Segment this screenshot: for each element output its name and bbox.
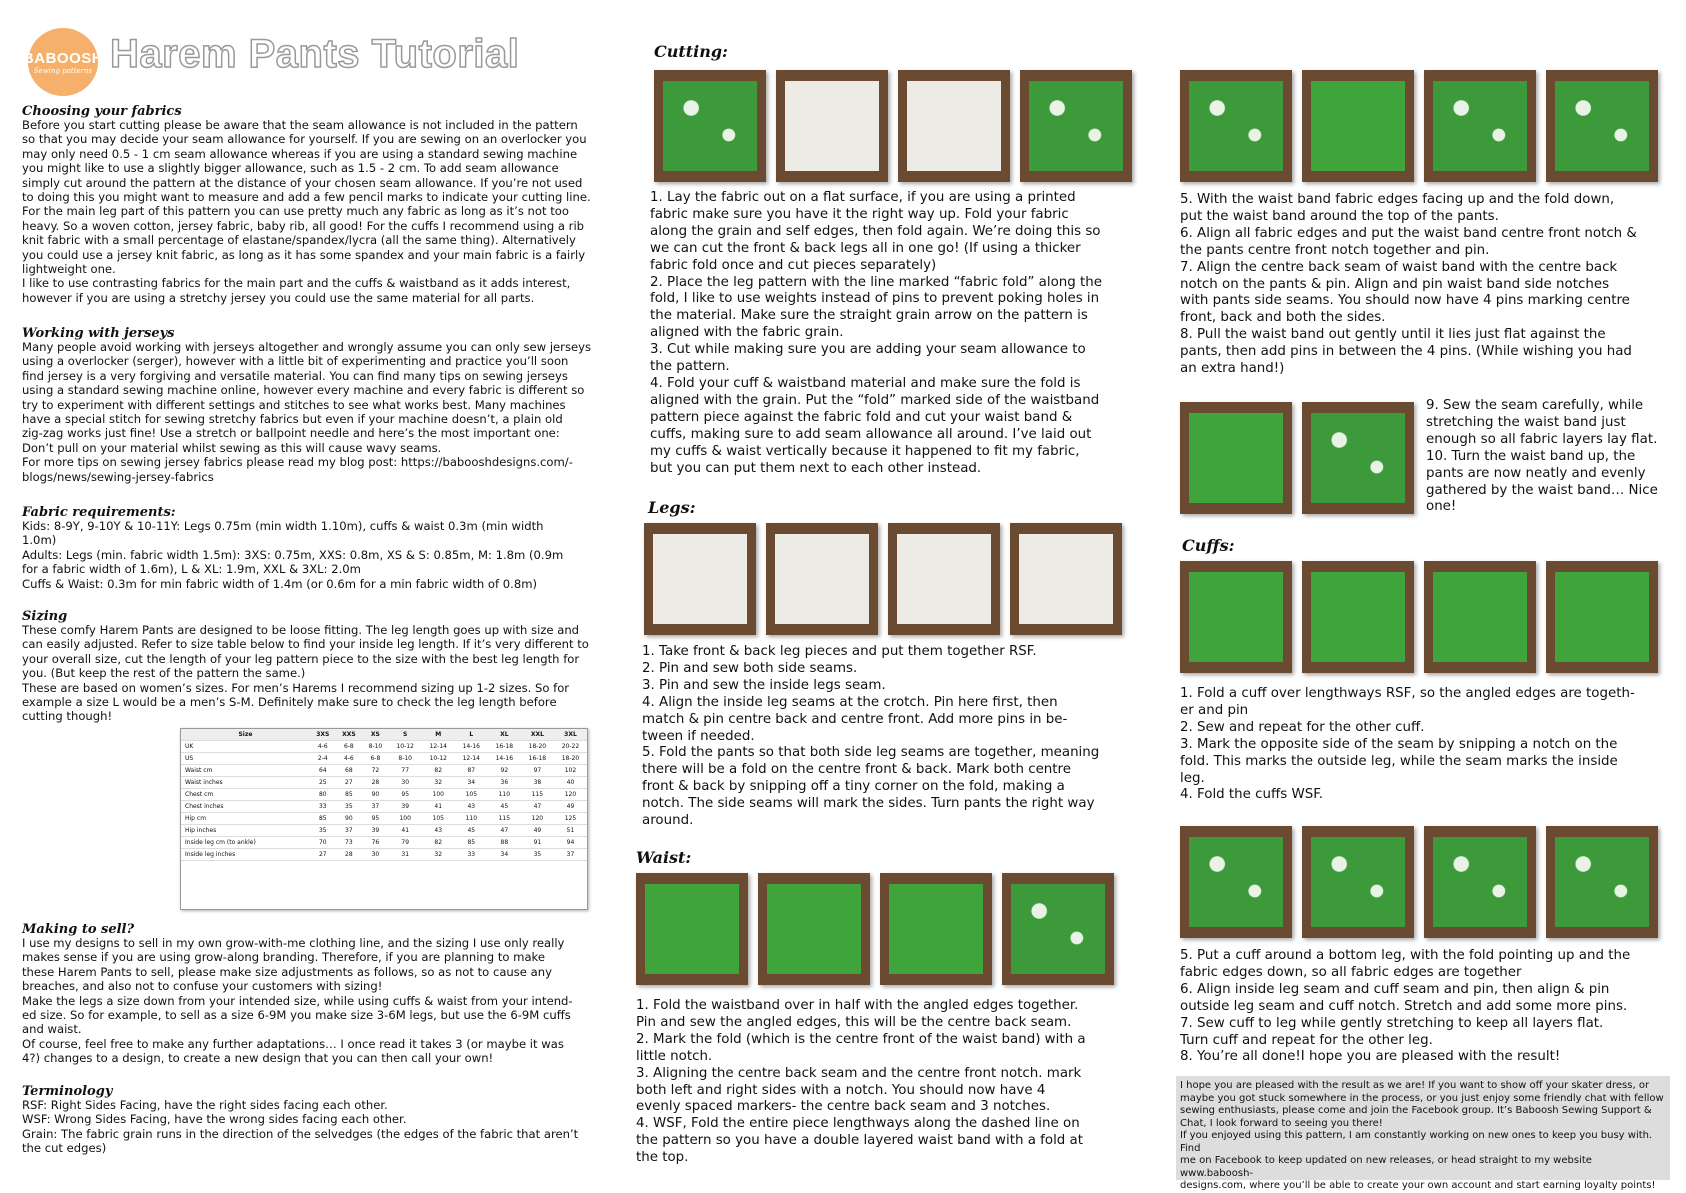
size-table-header: XS [362,729,389,741]
size-table-cell: 105 [455,789,488,801]
size-table-cell: Inside leg inches [181,849,310,861]
size-table-cell: 18-20 [554,753,587,765]
size-table-cell: 82 [422,837,455,849]
waist-attach-photo-1 [1180,70,1292,182]
terminology-text: RSF: Right Sides Facing, have the right sides facing each other. WSF: Wrong Sides Facing, have the wrong sides facing each other. Grain: The fabric grain runs in the direction of the selvedges (the edges of the fabric that aren’t the cut edges) [22,1098,579,1156]
size-table-cell: Chest cm [181,789,310,801]
size-table-header: XXS [336,729,362,741]
waist-attach-photo-4 [1546,70,1658,182]
working-with-jerseys-text: Many people avoid working with jerseys altogether and wrongly assume you can only sew jerseys using a overlocker (serger), however with a little bit of experimenting and practice you’ll soon find jersey is a very forgiving and versatile material. You can find many tips on sewing jerseys using a standard sewing machine online, however every machine and every fabric is different so try to experiment with different settings and stitches to see what works best. Many machines have a special stitch for sewing stretchy fabrics but even if your machine doesn’t, a plain old zig-zag works just fine! Use a stretch or ballpoint needle and here’s the most important one: Don’t pull on your material whilst sewing as this will cause wavy seams. For more tips on sewing jersey fabrics please read my blog post: https://babooshdesigns.com/- blogs/news/sewing-jersey-fabrics [22,340,592,484]
size-table-cell: 43 [422,825,455,837]
size-table-cell: 10-12 [422,753,455,765]
terminology-heading: Terminology [22,1084,113,1099]
waist-heading: Waist: [636,848,692,867]
cuffs-attach-text: 5. Put a cuff around a bottom leg, with the fold pointing up and the fabric edges down, so all fabric edges are together 6. Align inside leg seam and cuff seam and pin, then align & pin outside leg seam and cuff notch. Stretch and add some more pins. 7. Sew cuff to leg while gently stretching to keep all layers flat. Turn cuff and repeat for the other leg. 8. You’re all done!I hope you are pleased with the result! [1180,948,1631,1065]
size-table-cell: 8-10 [362,741,389,753]
size-table-header: L [455,729,488,741]
size-table-header: XL [488,729,521,741]
waist-photo-3 [880,873,992,985]
size-table-header: S [389,729,422,741]
size-table-cell: 105 [422,813,455,825]
cuffs-photo-4 [1546,561,1658,673]
size-table-cell: 49 [554,801,587,813]
size-table-cell: 40 [554,777,587,789]
size-table-cell: 102 [554,765,587,777]
size-table-cell: 30 [362,849,389,861]
size-table-cell: 95 [389,789,422,801]
cutting-photo-2 [776,70,888,182]
cutting-photo-3 [898,70,1010,182]
waist-sew-photo-1 [1180,402,1292,514]
size-table-cell: 35 [310,825,336,837]
making-to-sell-text: I use my designs to sell in my own grow-with-me clothing line, and the sizing I use only really makes sense if you are using grow-along branding. Therefore, if you are planning to make these Harem Pants to sell, please make size adjustments as follows, so as not to cause any breaches, and also not to confuse your customers with sizing! Make the legs a size down from your intended size, while using cuffs & waist from your intend- ed size. So for example, to sell as a size 6-9M you make size 3-6M legs, but use the 6-9M cuffs and waist. Of course, feel free to make any further adaptations… I once read it takes 3 (or maybe it was 4?) changes to a design, to create a new design that you can then call your own! [22,936,573,1066]
size-table-cell: 39 [362,825,389,837]
size-table-cell: 4-6 [310,741,336,753]
size-table-row [181,765,587,777]
size-table-cell: 49 [521,825,554,837]
size-table-header: 3XL [554,729,587,741]
size-table-cell: 37 [336,825,362,837]
size-table-cell: Chest inches [181,801,310,813]
cuffs-photo-1 [1180,561,1292,673]
size-table-header: 3XS [310,729,336,741]
size-table-cell: 79 [389,837,422,849]
size-table-cell: 125 [554,813,587,825]
size-table-cell: Waist inches [181,777,310,789]
size-table-cell: 87 [455,765,488,777]
size-table-cell: 45 [455,825,488,837]
size-table-row [181,813,587,825]
size-table-cell: 85 [310,813,336,825]
size-table-cell: 31 [389,849,422,861]
community-note-text: I hope you are pleased with the result as we are! If you want to show off your skater dress, or maybe you got stuck somewhere in the process, or you just enjoy some friendly chat with fellow sewing enthusiasts, please come and join the Facebook group. It’s Baboosh Sewing Support & Chat, I look forward to seeing you there! If you enjoyed using this pattern, I am constantly working on new ones to keep you busy with. Find me on Facebook to keep updated on new releases, or head straight to my website www.baboosh- designs.com, where you’ll be able to create your own account and start earning loyalty points! [1180,1080,1664,1191]
size-table-cell: 38 [521,777,554,789]
size-table-cell: UK [181,741,310,753]
size-table-header: Size [181,729,310,741]
size-table-cell: 95 [362,813,389,825]
size-table-cell: 85 [336,789,362,801]
size-table-cell: 36 [488,777,521,789]
community-note-box [1176,1076,1670,1191]
size-table-cell: 25 [310,777,336,789]
legs-text: 1. Take front & back leg pieces and put them together RSF. 2. Pin and sew both side seams. 3. Pin and sew the inside legs seam. 4. Align the inside leg seams at the crotch. Pin here first, then match & pin centre back and centre front. Add more pins in be- tween if needed. 5. Fold the pants so that both side leg seams are together, meaning there will be a fold on the centre front & back. Mark both centre front & back by snipping off a tiny corner on the fold, making a notch. The side seams will mark the sides. Turn pants the right way around. [642,644,1100,829]
legs-photo-4 [1010,523,1122,635]
size-table-row [181,789,587,801]
size-table-row [181,825,587,837]
working-with-jerseys-heading: Working with jerseys [22,326,175,341]
size-table-cell: 41 [422,801,455,813]
size-table-cell: 18-20 [521,741,554,753]
size-table-cell: 6-8 [362,753,389,765]
size-table-cell: 76 [362,837,389,849]
legs-heading: Legs: [648,498,696,517]
size-table-cell: Hip inches [181,825,310,837]
size-table-cell: 47 [521,801,554,813]
page-title: Harem Pants Tutorial [110,32,520,76]
sizing-text: These comfy Harem Pants are designed to be loose fitting. The leg length goes up with size and can easily adjusted. Refer to size table below to find your inside leg length. If it’s very different to your overall size, cut the length of your leg pattern piece to the size with the best leg length for you. (But keep the rest of the pattern the same.) These are based on women’s sizes. For men’s Harems I recommend sizing up 1-2 sizes. So for example a size L would be a men’s S-M. Definitely make sure to check the leg length before cutting though! [22,623,589,724]
legs-photo-2 [766,523,878,635]
size-table-cell: 120 [521,813,554,825]
waist-photo-2 [758,873,870,985]
cuffs-photo-3 [1424,561,1536,673]
size-table-row [181,777,587,789]
waist-photo-4 [1002,873,1114,985]
size-table-cell: 16-18 [488,741,521,753]
size-table-cell: 45 [488,801,521,813]
size-table-cell: 28 [336,849,362,861]
cutting-photo-1 [654,70,766,182]
size-table-cell: 4-6 [336,753,362,765]
cuffs-text: 1. Fold a cuff over lengthways RSF, so the angled edges are togeth- er and pin 2. Sew and repeat for the other cuff. 3. Mark the opposite side of the seam by snipping a notch on the fold. This marks the outside leg, while the seam marks the inside leg. 4. Fold the cuffs WSF. [1180,686,1635,803]
cuffs-attach-photo-1 [1180,826,1292,938]
size-table-cell: 28 [362,777,389,789]
size-table-cell: 2-4 [310,753,336,765]
waist-attach-photo-3 [1424,70,1536,182]
size-table-cell: 68 [336,765,362,777]
size-table-cell: 73 [336,837,362,849]
size-table [180,728,588,910]
size-table-cell: 100 [422,789,455,801]
cuffs-attach-photo-2 [1302,826,1414,938]
size-table-cell: 97 [521,765,554,777]
choosing-fabrics-heading: Choosing your fabrics [22,104,182,119]
waist-photo-1 [636,873,748,985]
size-table-cell: 32 [422,777,455,789]
size-table-cell: 64 [310,765,336,777]
cuffs-attach-photo-3 [1424,826,1536,938]
fabric-requirements-heading: Fabric requirements: [22,505,176,520]
size-table-cell: 80 [310,789,336,801]
size-table-cell: Waist cm [181,765,310,777]
size-table-cell: 90 [362,789,389,801]
size-table-row [181,849,587,861]
size-table-cell: 8-10 [389,753,422,765]
size-table-cell: 70 [310,837,336,849]
size-table-cell: 30 [389,777,422,789]
size-table-cell: 120 [554,789,587,801]
legs-photo-3 [888,523,1000,635]
baboosh-logo: BABOOSH Sewing patterns [28,28,98,96]
cutting-heading: Cutting: [654,42,728,61]
waist-text: 1. Fold the waistband over in half with the angled edges together. Pin and sew the angled edges, this will be the centre back seam. 2. Mark the fold (which is the centre front of the waist band) with a little notch. 3. Aligning the centre back seam and the centre front notch. mark both left and right sides with a notch. You should now have 4 evenly spaced markers- the centre back seam and 3 notches. 4. WSF, Fold the entire piece lengthways along the dashed line on the pattern so you have a double layered waist band with a fold at the top. [636,998,1086,1166]
waist-attach-photo-2 [1302,70,1414,182]
making-to-sell-heading: Making to sell? [22,922,135,937]
size-table-cell: 27 [310,849,336,861]
size-table-cell: 110 [488,789,521,801]
size-table-cell: 16-18 [521,753,554,765]
size-table-cell: 35 [336,801,362,813]
size-table-cell: 37 [554,849,587,861]
size-table-cell: 33 [310,801,336,813]
size-table-cell: 34 [455,777,488,789]
size-table-cell: 94 [554,837,587,849]
cutting-text: 1. Lay the fabric out on a flat surface, if you are using a printed fabric make sure you have it the right way up. Fold your fabric along the grain and self edges, then fold again. We’re doing this so we can cut the front & back legs all in one go! (If using a thicker fabric fold once and cut pieces separately) 2. Place the leg pattern with the line marked “fabric fold” along the fold, I like to use weights instead of pins to prevent poking holes in the material. Make sure the straight grain arrow on the pattern is aligned with the fabric grain. 3. Cut while making sure you are adding your seam allowance to the pattern. 4. Fold your cuff & waistband material and make sure the fold is aligned with the grain. Put the “fold” marked side of the waistband pattern piece against the fabric fold and cut your waist band & cuffs, making sure to add seam allowance all around. I’ve laid out my cuffs & waist vertically because it happened to fit my fabric, but you can put them next to each other instead. [650,190,1103,476]
size-table-row [181,837,587,849]
cuffs-photo-2 [1302,561,1414,673]
sizing-heading: Sizing [22,609,68,624]
size-table-cell: 27 [336,777,362,789]
size-table-cell: 32 [422,849,455,861]
size-table-cell: 77 [389,765,422,777]
size-table-cell: 51 [554,825,587,837]
size-table-cell: 82 [422,765,455,777]
size-table-cell: 92 [488,765,521,777]
size-table-cell: 35 [521,849,554,861]
size-table-cell: 43 [455,801,488,813]
legs-photo-1 [644,523,756,635]
size-table-cell: 14-16 [488,753,521,765]
size-table-cell: 20-22 [554,741,587,753]
choosing-fabrics-text: Before you start cutting please be aware that the seam allowance is not included in the pattern so that you may decide your seam allowance for yourself. If you are sewing on an overlocker you may only need 0.5 - 1 cm seam allowance whereas if you are using a standard sewing machine you might like to use a slightly bigger allowance, such as 1.5 - 2 cm. To add seam allowance simply cut around the pattern at the distance of your chosen seam allowance. If you’re not used to doing this you might want to measure and add a few pencil marks to indicate your cutting line. For the main leg part of this pattern you can use pretty much any fabric as long as it’s not too heavy. So a woven cotton, jersey fabric, baby rib, all good! For the cuffs I recommend using a rib knit fabric with a small percentage of elastane/spandex/lycra (all the same thing). Alternatively you could use a jersey knit fabric, as long as it has some spandex and your main fabric is a fairly lightweight one. I like to use contrasting fabrics for the main part and the cuffs & waistband as it adds interest, however if you are using a stretchy jersey you could use the same material for all parts. [22,118,591,305]
size-table-cell: 47 [488,825,521,837]
waist-final-text: 9. Sew the seam carefully, while stretching the waist band just enough so all fabric layers lay flat. 10. Turn the waist band up, the pants are now neatly and evenly gathered by the waist band… Nice one! [1426,398,1658,515]
size-table-cell: Inside leg cm (to ankle) [181,837,310,849]
size-table-cell: US [181,753,310,765]
size-table-header: XXL [521,729,554,741]
size-table-cell: 90 [336,813,362,825]
size-table-cell: 115 [521,789,554,801]
size-table-cell: 115 [488,813,521,825]
size-table-cell: 6-8 [336,741,362,753]
waist-sew-photo-2 [1302,402,1414,514]
size-table-cell: 72 [362,765,389,777]
cutting-photo-4 [1020,70,1132,182]
size-table-cell: 12-14 [422,741,455,753]
size-table-cell: 34 [488,849,521,861]
size-table-cell: 39 [389,801,422,813]
size-table-cell: 100 [389,813,422,825]
size-table-cell: Hip cm [181,813,310,825]
waist-continued-text: 5. With the waist band fabric edges facing up and the fold down, put the waist band around the top of the pants. 6. Align all fabric edges and put the waist band centre front notch & the pants centre front notch together and pin. 7. Align the centre back seam of waist band with the centre back notch on the pants & pin. Align and pin waist band side notches with pants side seams. You should now have 4 pins marking centre front, back and both the sides. 8. Pull the waist band out gently until it lies just flat against the pants, then add pins in between the 4 pins. (While wishing you had an extra hand!) [1180,192,1637,377]
cuffs-heading: Cuffs: [1182,536,1235,555]
size-table-row [181,741,587,753]
size-table-row [181,753,587,765]
size-table-cell: 12-14 [455,753,488,765]
size-table-cell: 37 [362,801,389,813]
size-table-cell: 33 [455,849,488,861]
size-table-cell: 14-16 [455,741,488,753]
size-table-row [181,801,587,813]
size-table-cell: 41 [389,825,422,837]
size-table-cell: 110 [455,813,488,825]
size-table-cell: 10-12 [389,741,422,753]
size-table-header: M [422,729,455,741]
size-table-cell: 88 [488,837,521,849]
size-table-cell: 85 [455,837,488,849]
fabric-requirements-text: Kids: 8-9Y, 9-10Y & 10-11Y: Legs 0.75m (min width 1.10m), cuffs & waist 0.3m (min width 1.0m) Adults: Legs (min. fabric width 1.5m): 3XS: 0.75m, XXS: 0.8m, XS & S: 0.85m, M: 1.8m (0.9m for a fabric width of 1.6m), L & XL: 1.9m, XXL & 3XL: 2.0m Cuffs & Waist: 0.3m for min fabric width of 1.4m (or 0.6m for a min fabric width of 0.8m) [22,519,564,591]
size-table-cell: 91 [521,837,554,849]
cuffs-attach-photo-4 [1546,826,1658,938]
